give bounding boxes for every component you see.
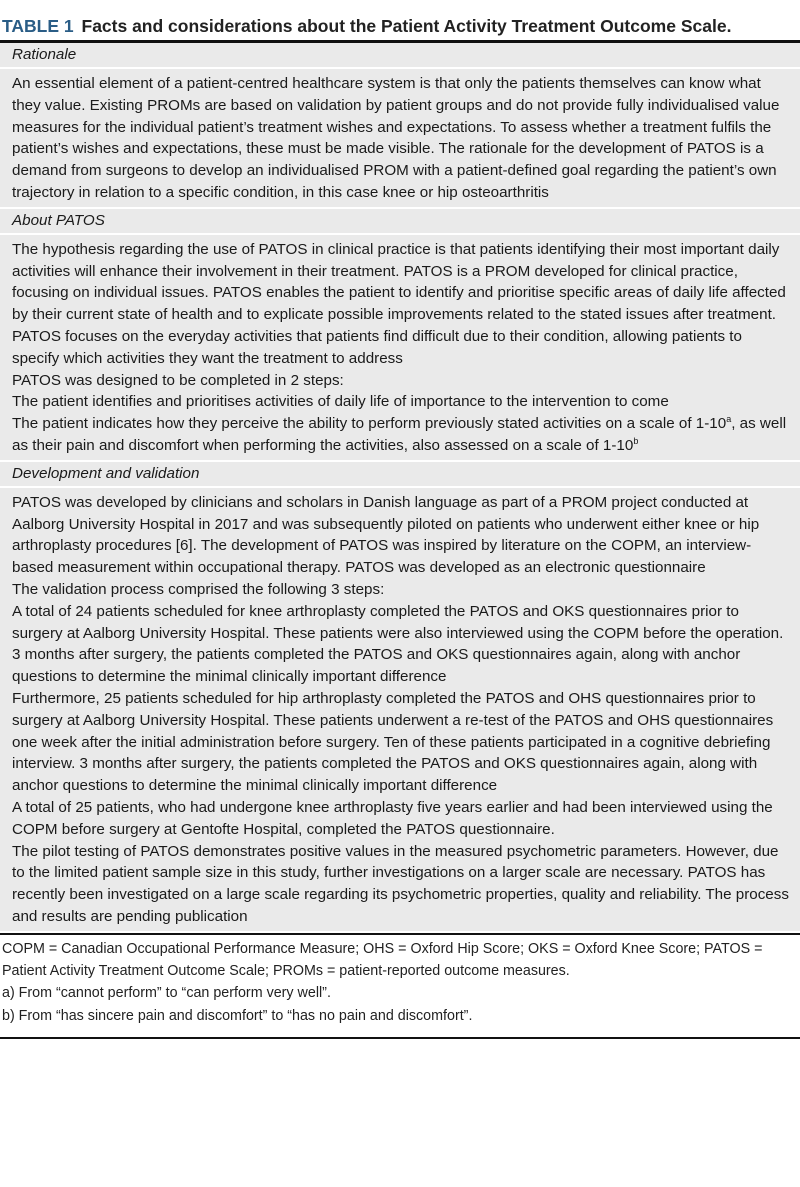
section-heading: Rationale bbox=[0, 43, 800, 69]
section-about-patos bbox=[0, 209, 800, 460]
footnote-a: a) From “cannot perform” to “can perform very well”. bbox=[2, 985, 331, 1002]
footnote-b: b) From “has sincere pain and discomfort” to “has no pain and discomfort”. bbox=[2, 1007, 473, 1024]
abbreviations-note: COPM = Canadian Occupational Performance Measure; OHS = Oxford Hip Score; OKS = Oxford Knee Score; PATOS = Patient Activity Treatment Outcome Scale; PROMs = patient-reported outcome measures. bbox=[2, 940, 763, 979]
step2-text-a: The patient indicates how they perceive the ability to perform previously stated activities on a scale of 1-10 bbox=[12, 415, 727, 433]
section-paragraph: An essential element of a patient-centred healthcare system is that only the patients themselves can know what they value. Existing PROMs are based on validation by patient groups and do not provide fully individualised value measures for the individual patient’s treatment wishes and expectations. To assess whether a treatment fulfils the patient’s wishes and expectations, these must be made visible. The rationale for the development of PATOS is a demand from surgeons to develop an individualised PROM with a patient-defined goal regarding the patient’s own trajectory in relation to a specific condition, in this case knee or hip osteoarthritis bbox=[12, 75, 780, 201]
section-paragraph: The patient identifies and prioritises activities of daily life of importance to the intervention to come bbox=[12, 393, 669, 411]
table-footnotes bbox=[0, 935, 800, 1027]
section-development-validation bbox=[0, 462, 800, 931]
section-paragraph: The hypothesis regarding the use of PATOS in clinical practice is that patients identifying their most important daily activities will enhance their involvement in their treatment. PATOS is a PROM developed for clinical practice, focusing on individual issues. PATOS enables the patient to identify and prioritise specific areas of daily life affected by their current state of health and to explicate possible improvements related to the stated issues after treatment. PATOS focuses on the everyday activities that patients find difficult due to their condition, allowing patients to specify which activities they want the treatment to address bbox=[12, 240, 786, 367]
section-heading: Development and validation bbox=[0, 462, 800, 488]
section-paragraph: The pilot testing of PATOS demonstrates positive values in the measured psychometric parameters. However, due to the limited patient sample size in this study, further investigations on a larger scale are necessary. PATOS has recently been investigated on a large scale regarding its psychometric properties, quality and reliability. The process and results are pending publication bbox=[12, 842, 789, 925]
section-paragraph: The validation process comprised the following 3 steps: bbox=[12, 580, 385, 598]
section-paragraph: PATOS was developed by clinicians and scholars in Danish language as part of a PROM project conducted at Aalborg University Hospital in 2017 and was subsequently piloted on patients who underwent either knee or hip arthroplasty procedures [6]. The development of PATOS was inspired by literature on the COPM, an interview-based measurement within occupational therapy. PATOS was developed as an electronic questionnaire bbox=[12, 493, 760, 577]
section-paragraph: A total of 24 patients scheduled for knee arthroplasty completed the PATOS and OKS questionnaires prior to surgery at Aalborg University Hospital. These patients were also interviewed using the COPM before the operation. 3 months after surgery, the patients completed the PATOS and OKS questionnaires again, along with anchor questions to determine the minimal clinically important difference bbox=[12, 602, 784, 686]
section-heading: About PATOS bbox=[0, 209, 800, 235]
step2-text-b: , as well as their pain and discomfort when performing the activities, also assessed on a scale of 1-10 bbox=[12, 415, 787, 454]
table-label: TABLE 1 bbox=[2, 16, 74, 36]
section-paragraph: Furthermore, 25 patients scheduled for hip arthroplasty completed the PATOS and OHS questionnaires prior to surgery at Aalborg University Hospital. These patients underwent a re-test of the PATOS and OHS questionnaires one week after the initial administration before surgery. Ten of these patients participated in a cognitive debriefing interview. 3 months after surgery, the patients completed the PATOS and OKS questionnaires again, along with anchor questions to determine the minimal clinically important difference bbox=[12, 689, 774, 795]
footnote-marker-b: b bbox=[633, 435, 639, 446]
footnote-marker-a: a bbox=[726, 414, 732, 425]
table-title: Facts and considerations about the Patient Activity Treatment Outcome Scale. bbox=[81, 16, 732, 36]
section-rationale bbox=[0, 43, 800, 207]
section-paragraph: PATOS was designed to be completed in 2 steps: bbox=[12, 371, 344, 389]
section-paragraph: A total of 25 patients, who had undergone knee arthroplasty five years earlier and had been interviewed using the COPM before surgery at Gentofte Hospital, completed the PATOS questionnaire. bbox=[12, 798, 773, 838]
table-caption bbox=[0, 0, 800, 36]
section-paragraph-step2 bbox=[12, 413, 790, 457]
footnote-end-rule bbox=[0, 1037, 800, 1039]
